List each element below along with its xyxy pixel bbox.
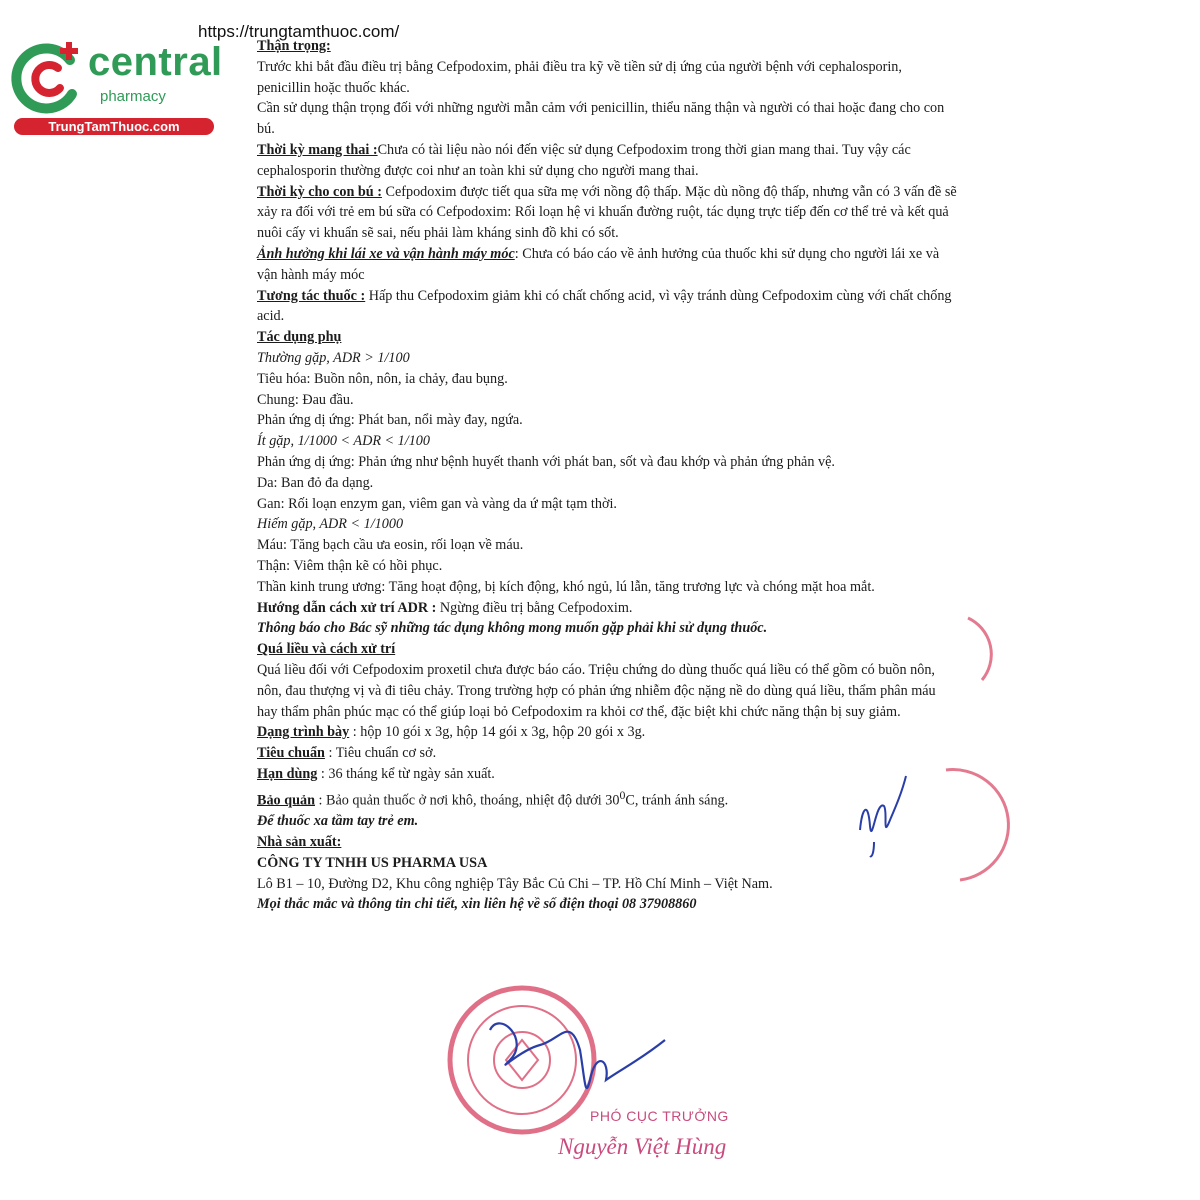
uncommon-item: Da: Ban đỏ đa dạng. — [257, 474, 374, 491]
uncommon-item: Phản ứng dị ứng: Phản ứng như bệnh huyết thanh với phát ban, sốt và đau khớp và phản ứng phản vệ. — [257, 453, 835, 470]
tac-dung-phu-heading: Tác dụng phụ — [257, 329, 342, 346]
rare-item: Thần kinh trung ương: Tăng hoạt động, bị kích động, khó ngủ, lú lẫn, tăng trương lực và chóng mặt hoa mắt. — [257, 578, 875, 595]
bao-quan-heading: Bảo quản — [257, 792, 315, 809]
bao-quan-text-after: C, tránh ánh sáng. — [625, 792, 729, 809]
common-item: Chung: Đau đầu. — [257, 391, 354, 408]
than-trong-heading: Thận trọng: — [257, 38, 331, 54]
rare-item: Thận: Viêm thận kẽ có hồi phục. — [257, 557, 443, 574]
approval-title: PHÓ CỤC TRƯỞNG — [590, 1108, 729, 1124]
tuong-tac-text: Hấp thu Cefpodoxim giảm khi có chất chống acid, vì vậy tránh dùng Cefpodoxim cùng với chất chống acid. — [257, 287, 952, 325]
dang-trinh-bay-text: : hộp 10 gói x 3g, hộp 14 gói x 3g, hộp 20 gói x 3g. — [349, 724, 646, 741]
initial-signature — [860, 776, 906, 831]
bao-quan-text: : Bảo quản thuốc ở nơi khô, thoáng, nhiệt độ dưới 30 — [314, 792, 620, 809]
logo-tagline: TrungTamThuoc.com — [14, 118, 214, 135]
than-trong-p1: Trước khi bắt đầu điều trị bằng Cefpodoxim, phải điều tra kỹ về tiền sử dị ứng của người bệnh với cephalosporin, penicillin hoặc thuốc khác. — [257, 58, 902, 96]
qua-lieu-heading: Quá liều và cách xử trí — [257, 641, 396, 658]
qua-lieu-text: Quá liều đối với Cefpodoxim proxetil chưa được báo cáo. Triệu chứng do dùng thuốc quá liều có thể gồm có buồn nôn, nôn, đau thượng vị và đi tiêu chảy. Trong trường hợp có phản ứng nhiễm độc nặng nề do dùng quá liều, thẩm phân máu hay thẩm phân phúc mạc có thể giúp loại bỏ Cefpodoxim ra khỏi cơ thể, đặc biệt khi chức năng thận bị suy giảm. — [257, 661, 936, 720]
common-item: Phản ứng dị ứng: Phát ban, nổi mày đay, ngứa. — [257, 412, 523, 429]
mang-thai-text: Chưa có tài liệu nào nói đến việc sử dụng Cefpodoxim trong thời gian mang thai. Tuy vậy các cephalosporin thường được coi như an toàn khi sử dụng cho người mang thai. — [257, 141, 911, 179]
han-dung-text: : 36 tháng kể từ ngày sản xuất. — [317, 765, 495, 782]
rare-label: Hiếm gặp, ADR < 1/1000 — [257, 516, 404, 533]
logo-sub: pharmacy — [100, 88, 166, 105]
dang-trinh-bay-heading: Dạng trình bày — [257, 724, 350, 741]
bao-quan-sup: 0 — [619, 787, 626, 802]
approval-name: Nguyễn Việt Hùng — [558, 1134, 727, 1159]
de-xa-note: Để thuốc xa tầm tay trẻ em. — [257, 813, 419, 830]
tuong-tac-heading: Tương tác thuốc : — [257, 287, 366, 304]
nha-san-xuat-heading: Nhà sản xuất: — [257, 834, 342, 851]
edge-stamp-top — [968, 618, 991, 680]
xu-tri-text: Ngừng điều trị bằng Cefpodoxim. — [436, 599, 633, 616]
lai-xe-text: : Chưa có báo cáo về ảnh hưởng của thuốc khi sử dụng cho người lái xe và vận hành máy móc — [257, 245, 940, 283]
cho-con-bu-heading: Thời kỳ cho con bú : — [257, 183, 382, 200]
thong-bao-note: Thông báo cho Bác sỹ những tác dụng không mong muốn gặp phải khi sử dụng thuốc. — [257, 620, 768, 637]
common-item: Tiêu hóa: Buồn nôn, nôn, ỉa chảy, đau bụng. — [257, 370, 508, 387]
contact-line: Mọi thắc mắc và thông tin chi tiết, xin liên hệ về số điện thoại 08 37908860 — [257, 896, 697, 913]
than-trong-p2: Cần sử dụng thận trọng đối với những người mẫn cảm với penicillin, thiểu năng thận và người có thai hoặc đang cho con bú. — [257, 100, 945, 138]
logo-brand: central — [88, 40, 223, 84]
mang-thai-heading: Thời kỳ mang thai : — [257, 141, 378, 158]
rare-item: Máu: Tăng bạch cầu ưa eosin, rối loạn về máu. — [257, 537, 524, 554]
company-name: CÔNG TY TNHH US PHARMA USA — [257, 854, 488, 871]
edge-stamp-bottom — [946, 770, 1008, 880]
uncommon-label: Ít gặp, 1/1000 < ADR < 1/100 — [257, 433, 430, 450]
company-address: Lô B1 – 10, Đường D2, Khu công nghiệp Tây Bắc Củ Chi – TP. Hồ Chí Minh – Việt Nam. — [257, 875, 773, 892]
cho-con-bu-text: Cefpodoxim được tiết qua sữa mẹ với nồng độ thấp. Mặc dù nồng độ thấp, nhưng vẫn có 3 vấn đề sẽ xảy ra đối với trẻ em bú sữa có Cefpodoxim: Rối loạn hệ vi khuẩn đường ruột, tác dụng trực tiếp đến cơ thể trẻ và kết quả nuôi cấy vi khuẩn sẽ sai, nếu phải làm kháng sinh đồ khi có sốt. — [257, 183, 957, 242]
official-seal — [450, 988, 594, 1132]
lai-xe-heading: Ảnh hưởng khi lái xe và vận hành máy móc — [257, 245, 515, 262]
tieu-chuan-heading: Tiêu chuẩn — [257, 745, 325, 762]
han-dung-heading: Hạn dùng — [257, 765, 318, 782]
common-label: Thường gặp, ADR > 1/100 — [257, 349, 410, 366]
source-url: https://trungtamthuoc.com/ — [198, 22, 400, 41]
uncommon-item: Gan: Rối loạn enzym gan, viêm gan và vàng da ứ mật tạm thời. — [257, 495, 617, 512]
xu-tri-heading: Hướng dẫn cách xử trí ADR : — [257, 599, 437, 616]
tieu-chuan-text: : Tiêu chuẩn cơ sở. — [324, 745, 437, 762]
